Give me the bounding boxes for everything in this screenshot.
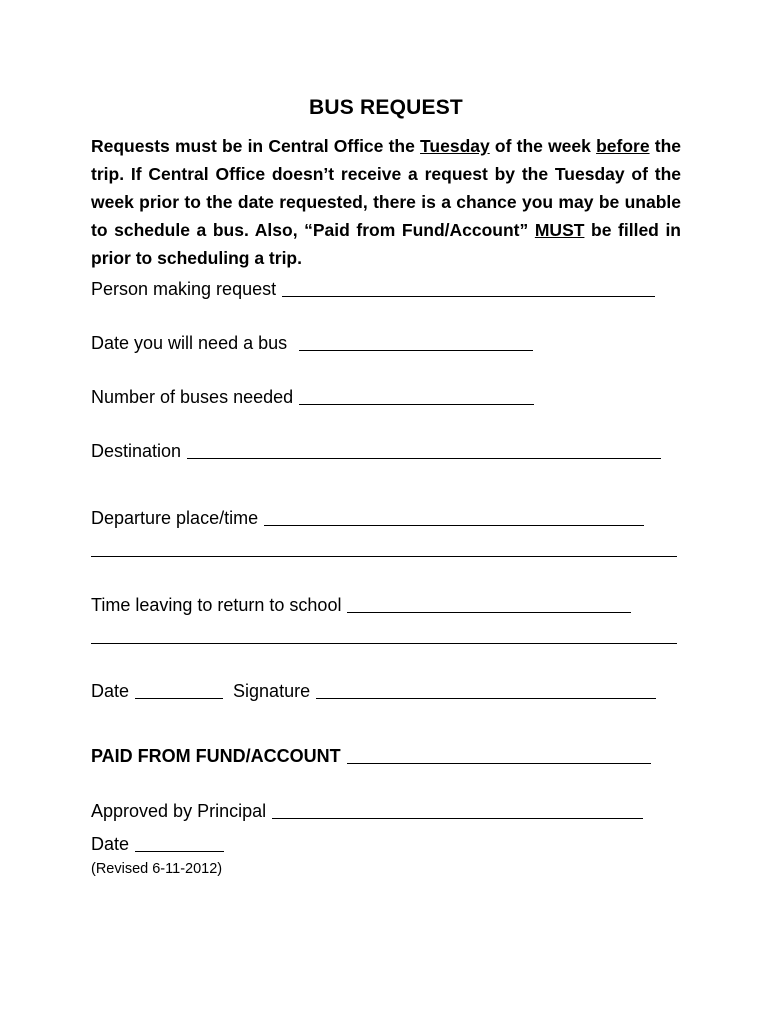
person-making-request-row bbox=[91, 274, 655, 300]
approval-date-row bbox=[91, 829, 224, 855]
signature-blank[interactable] bbox=[316, 678, 656, 699]
revised-date-note: (Revised 6-11-2012) bbox=[91, 861, 223, 877]
instructions-before: before bbox=[596, 136, 650, 156]
person-making-request-label: Person making request bbox=[91, 279, 277, 299]
departure-place-time-label: Departure place/time bbox=[91, 508, 259, 528]
instructions-tuesday: Tuesday bbox=[420, 136, 490, 156]
time-leaving-return-row bbox=[91, 590, 631, 616]
departure-place-time-row bbox=[91, 503, 644, 529]
destination-row bbox=[91, 436, 661, 462]
approval-date-blank[interactable] bbox=[135, 831, 224, 852]
paid-from-fund-row bbox=[91, 741, 651, 767]
approved-by-principal-blank[interactable] bbox=[272, 798, 643, 819]
date-label: Date bbox=[91, 681, 130, 701]
instructions-text-2: of the week bbox=[489, 136, 597, 156]
instructions-must: MUST bbox=[534, 220, 585, 240]
instructions-text-3: the trip. If Central Office doesn’t receive a request by the Tuesday of the week prior to the date requested, there is a chance you may be unable to schedule a bus. Also, “Paid from Fund/Account” bbox=[91, 136, 682, 240]
instructions-paragraph bbox=[91, 132, 681, 272]
signature-label: Signature bbox=[233, 681, 311, 701]
instructions-text-1: Requests must be in Central Office the bbox=[91, 136, 421, 156]
destination-blank[interactable] bbox=[187, 438, 661, 459]
number-of-buses-label: Number of buses needed bbox=[91, 387, 294, 407]
bus-request-form bbox=[91, 0, 681, 1024]
destination-label: Destination bbox=[91, 441, 182, 461]
number-of-buses-blank[interactable] bbox=[299, 384, 534, 405]
date-signature-row bbox=[91, 676, 656, 702]
departure-place-time-blank[interactable] bbox=[264, 505, 644, 526]
time-leaving-return-blank[interactable] bbox=[347, 592, 631, 613]
approved-by-principal-label: Approved by Principal bbox=[91, 801, 267, 821]
departure-extra-line[interactable] bbox=[91, 556, 677, 557]
time-leaving-extra-line[interactable] bbox=[91, 643, 677, 644]
time-leaving-return-label: Time leaving to return to school bbox=[91, 595, 342, 615]
form-title: BUS REQUEST bbox=[309, 96, 463, 119]
paid-from-fund-label: PAID FROM FUND/ACCOUNT bbox=[91, 746, 341, 766]
date-need-bus-label: Date you will need a bus bbox=[91, 333, 288, 353]
approval-date-label: Date bbox=[91, 834, 130, 854]
paid-from-fund-blank[interactable] bbox=[347, 743, 651, 764]
approved-by-principal-row bbox=[91, 796, 643, 822]
person-making-request-blank[interactable] bbox=[282, 276, 655, 297]
date-need-bus-blank[interactable] bbox=[299, 330, 533, 351]
date-need-bus-row bbox=[91, 328, 533, 354]
instructions-text-4: be filled in prior to scheduling a trip. bbox=[91, 220, 681, 268]
number-of-buses-row bbox=[91, 382, 534, 408]
date-blank[interactable] bbox=[135, 678, 223, 699]
